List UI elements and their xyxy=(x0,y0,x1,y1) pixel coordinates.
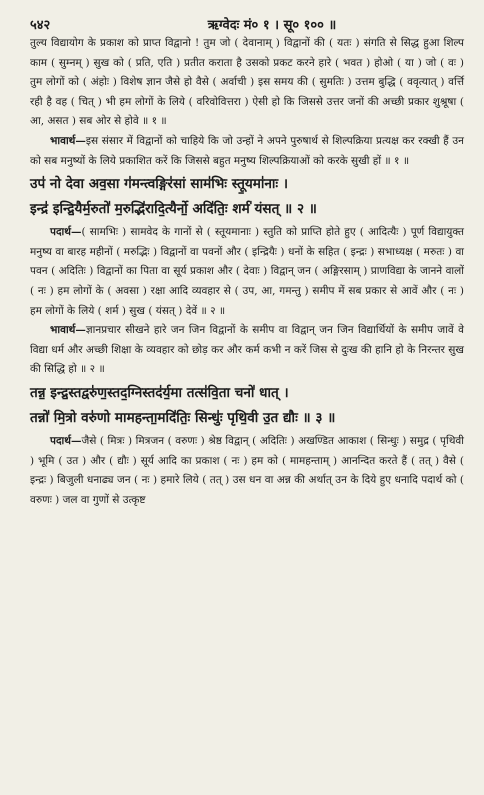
mantra-3-line-1: तन्न॒ इन्द्र॒स्तद्वरु॑ण॒स्तद॒ग्निस्तद॑र्य॒मा तत्स॑वि॒ता चनो॑ धात् । xyxy=(30,384,289,401)
padartha-text: जैसे ( मित्रः ) मित्रजन ( वरुणः ) श्रेष्ठ विद्वान् ( अदितिः ) अखण्डित आकाश ( सिन्धुः ) समुद्र ( पृथिवी ) भूमि ( उत ) और ( द्यौः ) सूर्य आदि का प्रकाश ( नः ) हम को ( मामहन्ताम् ) आनन्दित करते हैं ( तत् ) वैसे ( इन्द्रः ) बिजुली धनाढ्य जन ( नः ) हमारे लिये ( तत् ) उस धन वा अन्न की अर्थात् उन के दिये हुए धनादि पदार्थ को ( वरुणः ) जल वा गुणों से उत्कृष्ट xyxy=(30,434,464,506)
mantra-2-line-1: उप॑ नो देवा अव॒सा ग॑मन्त्वङ्गिर॑सां साम॑भिः स्तू॒यमा॑नाः । xyxy=(30,176,289,193)
padartha-text: ( सामभिः ) सामवेद के गानों से ( स्तूयमानाः ) स्तुति को प्राप्ति होते हुए ( आदित्यैः ) पूर्ण विद्यायुक्त मनुष्य वा बारह महीनों ( मरुद्भिः ) विद्वानों वा पवनों और ( इन्द्रियैः ) धनों के सहित ( इन्द्रः ) सभाध्यक्ष ( मरुतः ) वा पवन ( अदितिः ) विद्वानों का पिता वा सूर्य प्रकाश और ( देवाः ) विद्वान् जन ( अङ्गिरसाम् ) प्राणविद्या के जानने वालों ( नः ) हम लोगों के ( अवसा ) रक्षा आदि व्यवहार से ( उप, आ, गमन्तु ) समीप में सब प्रकार से आवें और ( नः ) हम लोगों के लिये ( शर्म ) सुख ( यंसत् ) देवें ॥ २ ॥ xyxy=(30,226,464,317)
bhavartha-label: भावार्थ— xyxy=(50,324,86,337)
bhavartha-2 xyxy=(30,321,464,380)
bhavartha-text: इस संसार में विद्वानों को चाहिये कि जो उन्हों ने अपने पुरुषार्थ से शिल्पक्रिया प्रत्यक्ष कर रक्खी हैं उन को सब मनुष्यों के लिये प्रकाशित करें कि जिससे बहुत मनुष्य शिल्पक्रियाओं को करके सुखी हों ॥ १ ॥ xyxy=(30,134,464,167)
padartha-label: पदार्थ— xyxy=(50,434,82,447)
paragraph-text: तुल्य विद्यायोग के प्रकाश को प्राप्त विद्वानो ! तुम जो ( देवानाम् ) विद्वानों की ( यतः ) संगति से सिद्ध हुआ शिल्प काम ( सुम्नम् ) सुख को ( प्रति, एति ) प्रतीत कराता है उसको प्रकट करने हारे ( भवत ) होओ ( या ) जो ( वः ) तुम लोगों को ( अंहोः ) विशेष ज्ञान जैसे हो वैसे ( अर्वाची ) इस समय की ( सुमतिः ) उत्तम बुद्धि ( ववृत्यात् ) वर्त्ति रही है वह ( चित् ) भी हम लोगों के लिये ( वरिवोवित्तरा ) ऐसी हो कि जिससे उत्तर जनों की अच्छी प्रकार शुश्रूषा ( आ, असत ) सब ओर से होवे ॥ १ ॥ xyxy=(30,37,464,128)
padartha-2 xyxy=(30,223,464,321)
mantra-2-line-2: इन्द्र॑ इन्द्रि॒यैर्म॒रुतो॑ म॒रुद्भि॑रादि॒त्यैर्नो॒ अदि॑तिः॒ शर्म॑ यंसत् ॥ २ ॥ xyxy=(30,201,317,218)
padartha-3 xyxy=(30,432,464,510)
paragraph-continuation xyxy=(30,34,464,132)
bhavartha-label: भावार्थ— xyxy=(50,134,86,147)
bhavartha-text: ज्ञानप्रचार सीखने हारे जन जिन विद्वानों के समीप वा विद्वान् जन जिन विद्यार्थियों के समीप जावें वे विद्या धर्म और अच्छी शिक्षा के व्यवहार को छोड़ कर और कर्म कभी न करें जिस से दुःख की हानि हो के निरन्तर सुख की सिद्धि हो ॥ २ ॥ xyxy=(30,324,464,376)
page-header xyxy=(30,16,464,36)
running-title: ऋग्वेदः मं० १ । सू० १०० ॥ xyxy=(207,18,337,33)
mantra-3-line-2: तन्नो॑ मि॒त्रो वरु॑णो मामहन्ता॒मदि॑तिः॒ सिन्धुः॑ पृथि॒वी उ॒त द्यौः ॥ ३ ॥ xyxy=(30,409,336,426)
padartha-label: पदार्थ— xyxy=(50,226,82,239)
page-number: ५४२ xyxy=(30,18,51,33)
bhavartha-1 xyxy=(30,132,464,171)
